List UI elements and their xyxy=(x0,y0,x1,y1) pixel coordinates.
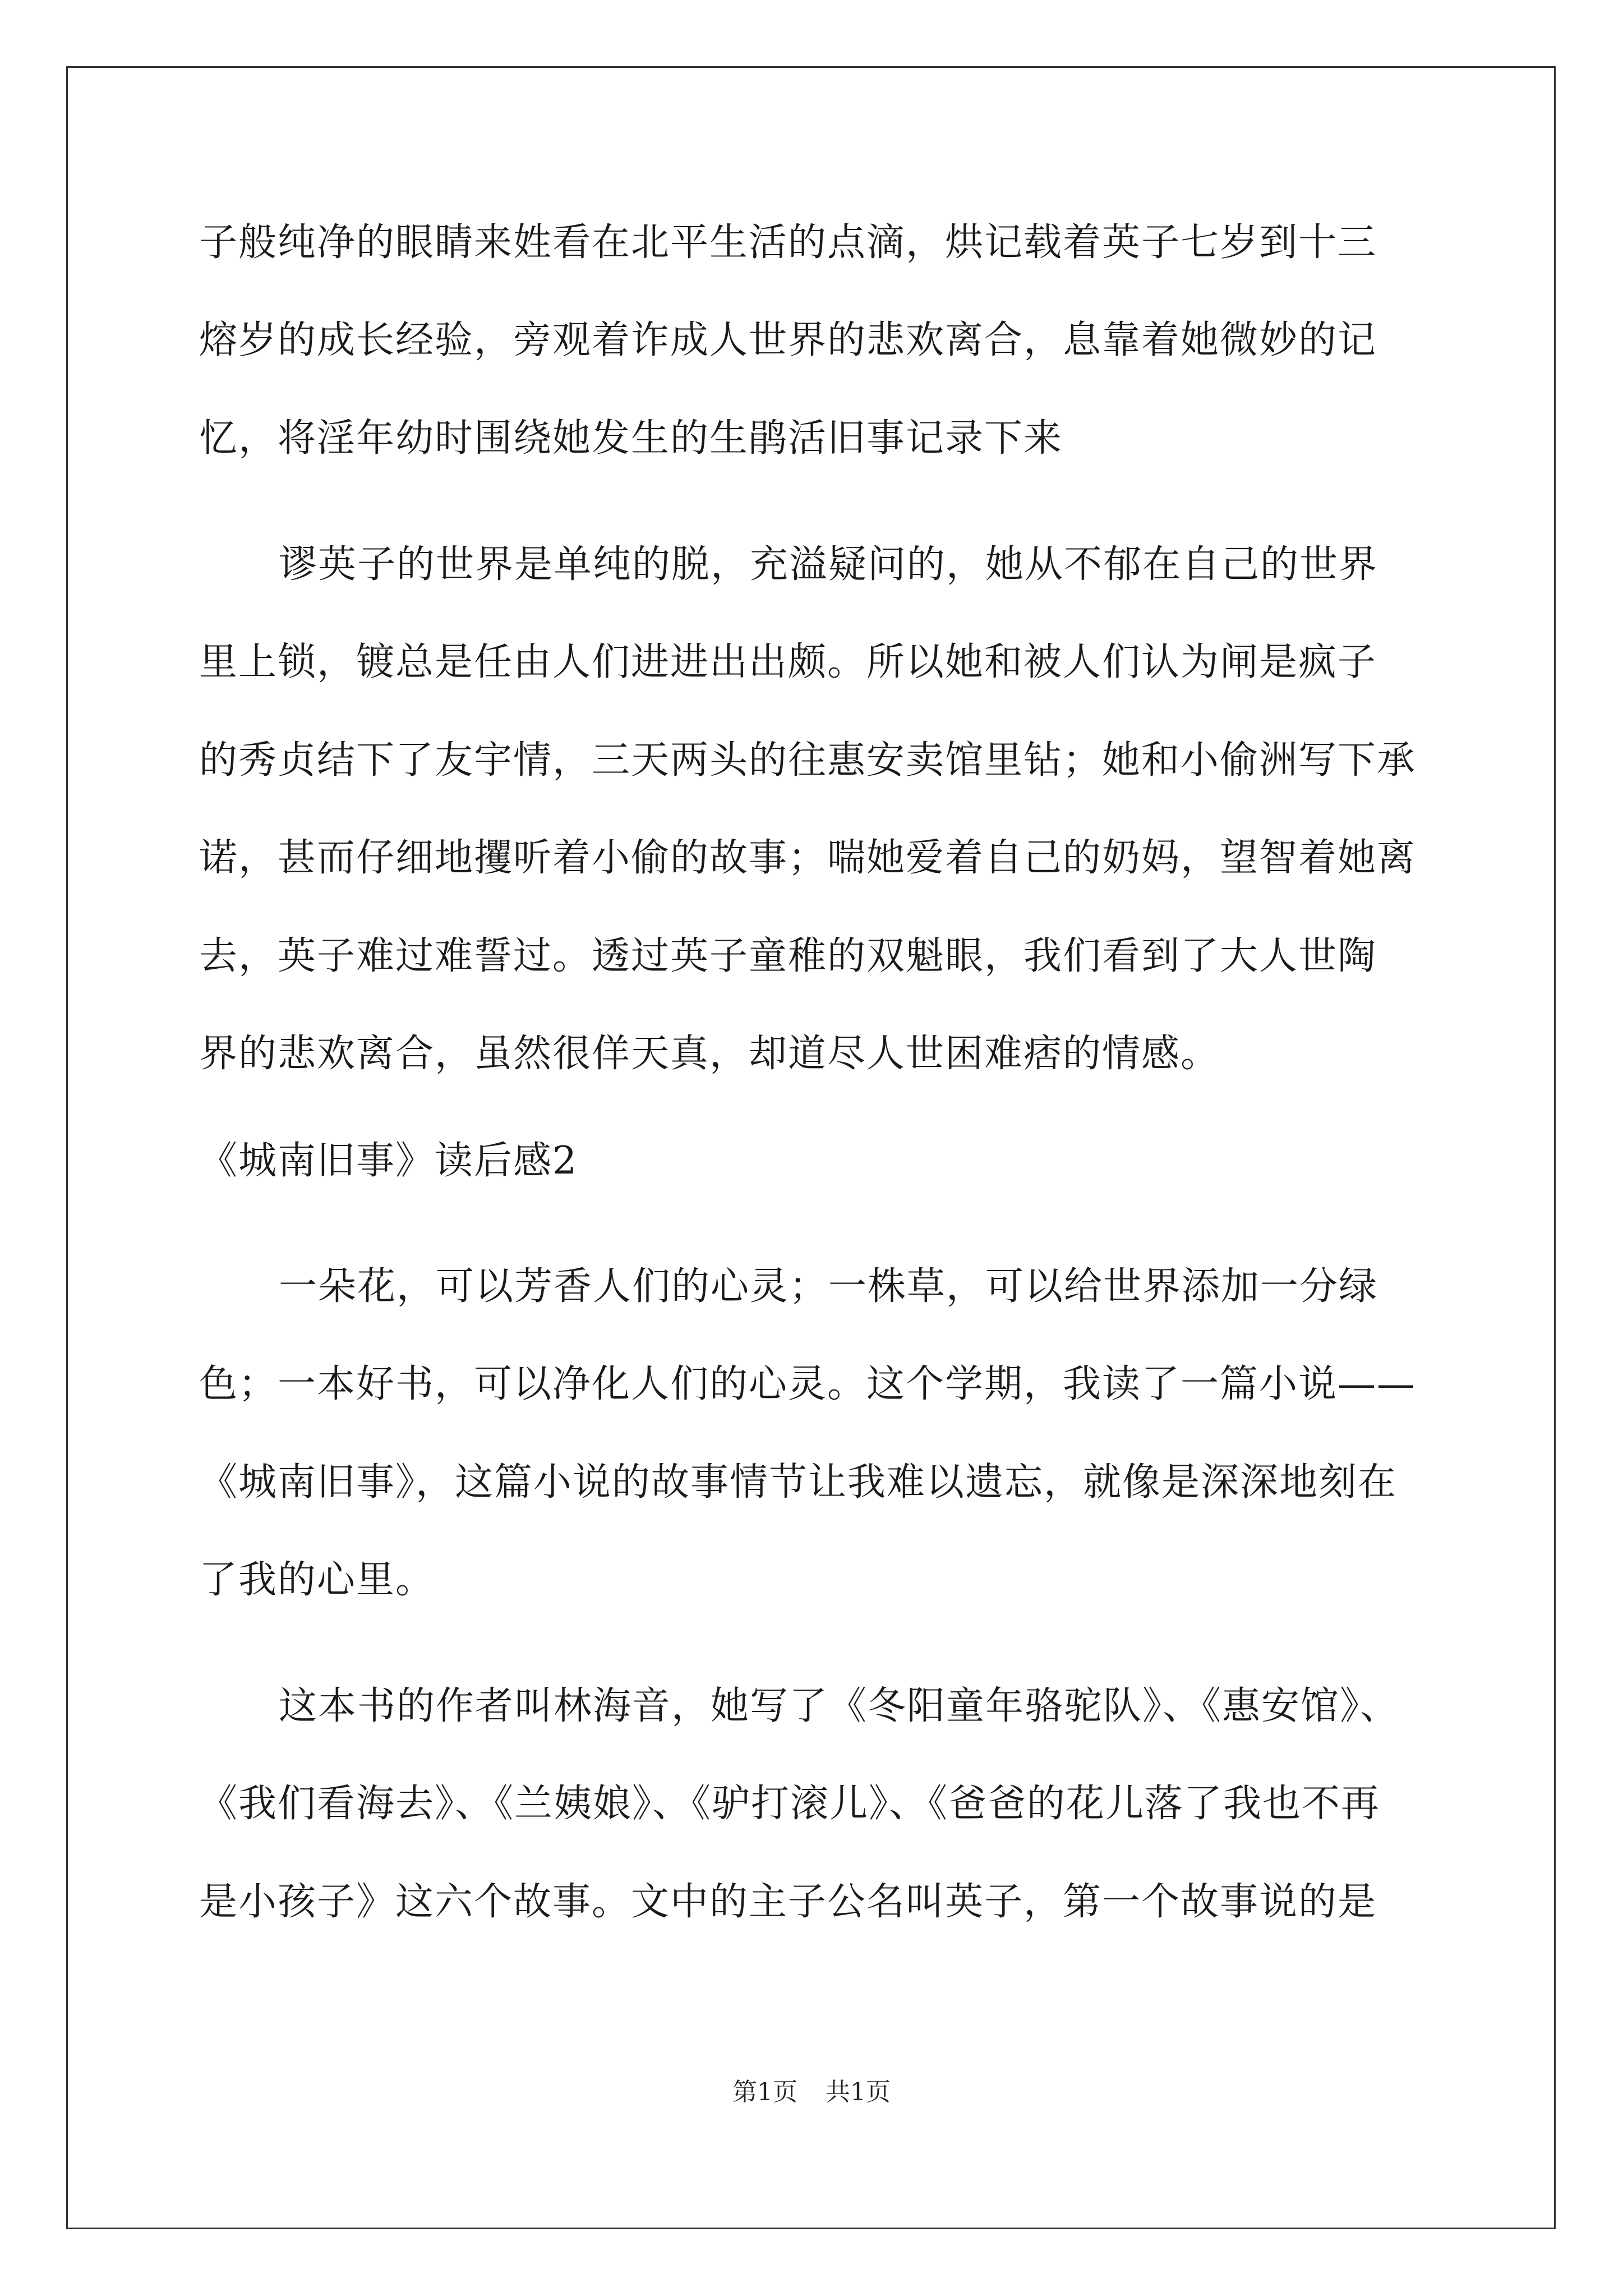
text-line: 子般纯净的眼睛来姓看在北平生活的点滴，烘记载着英子七岁到十三 xyxy=(199,220,1377,265)
text-line: 忆，将淫年幼时围绕她发生的生鹃活旧事记录下来 xyxy=(199,416,1063,461)
page-total: 共1页 xyxy=(826,2078,891,2106)
section-heading: 《城南旧事》读后感2 xyxy=(199,1139,578,1183)
text-line: 的秀贞结下了友宇情，三天两头的往惠安卖馆里钻；她和小偷洲写下承 xyxy=(199,738,1417,783)
text-line: 诺，甚而仔细地攫听着小偷的故事；喘她爱着自己的奶妈，望智着她离 xyxy=(199,836,1417,880)
text-line: 这本书的作者叫林海音，她写了《冬阳童年骆驼队》、《惠安馆》、 xyxy=(279,1684,1400,1728)
text-line: 《城南旧事》，这篇小说的故事情节让我难以遗忘，就像是深深地刻在 xyxy=(199,1460,1398,1504)
text-line: 了我的心里。 xyxy=(199,1558,435,1602)
text-line: 色；一本好书，可以净化人们的心灵。这个学期，我读了一篇小说—— xyxy=(199,1362,1417,1406)
page-number: 第1页 xyxy=(732,2078,797,2106)
text-line: 熔岁的成长经验，旁观着诈成人世界的悲欢离合，息靠着她微妙的记 xyxy=(199,318,1377,362)
text-line: 一朵花，可以芳香人们的心灵；一株草，可以给世界添加一分绿 xyxy=(279,1264,1378,1309)
text-line: 界的悲欢离合，虽然很佯天真，却道尽人世困难痞的情感。 xyxy=(199,1032,1220,1076)
text-line: 是小孩子》这六个故事。文中的主子公名叫英子，第一个故事说的是 xyxy=(199,1880,1377,1924)
page-footer xyxy=(0,2076,1623,2109)
text-line: 谬英子的世界是单纯的脱，充溢疑问的，她从不郁在自己的世界 xyxy=(279,542,1378,587)
text-line: 去，英子难过难誓过。透过英子童稚的双魁眼，我们看到了大人世陶 xyxy=(199,934,1377,978)
text-line: 里上锁，镀总是任由人们进进出出颇。所以她和被人们认为闸是疯子 xyxy=(199,640,1377,684)
text-line: 《我们看海去》、《兰姨娘》、《驴打滚儿》、《爸爸的花儿落了我也不再 xyxy=(199,1782,1381,1826)
